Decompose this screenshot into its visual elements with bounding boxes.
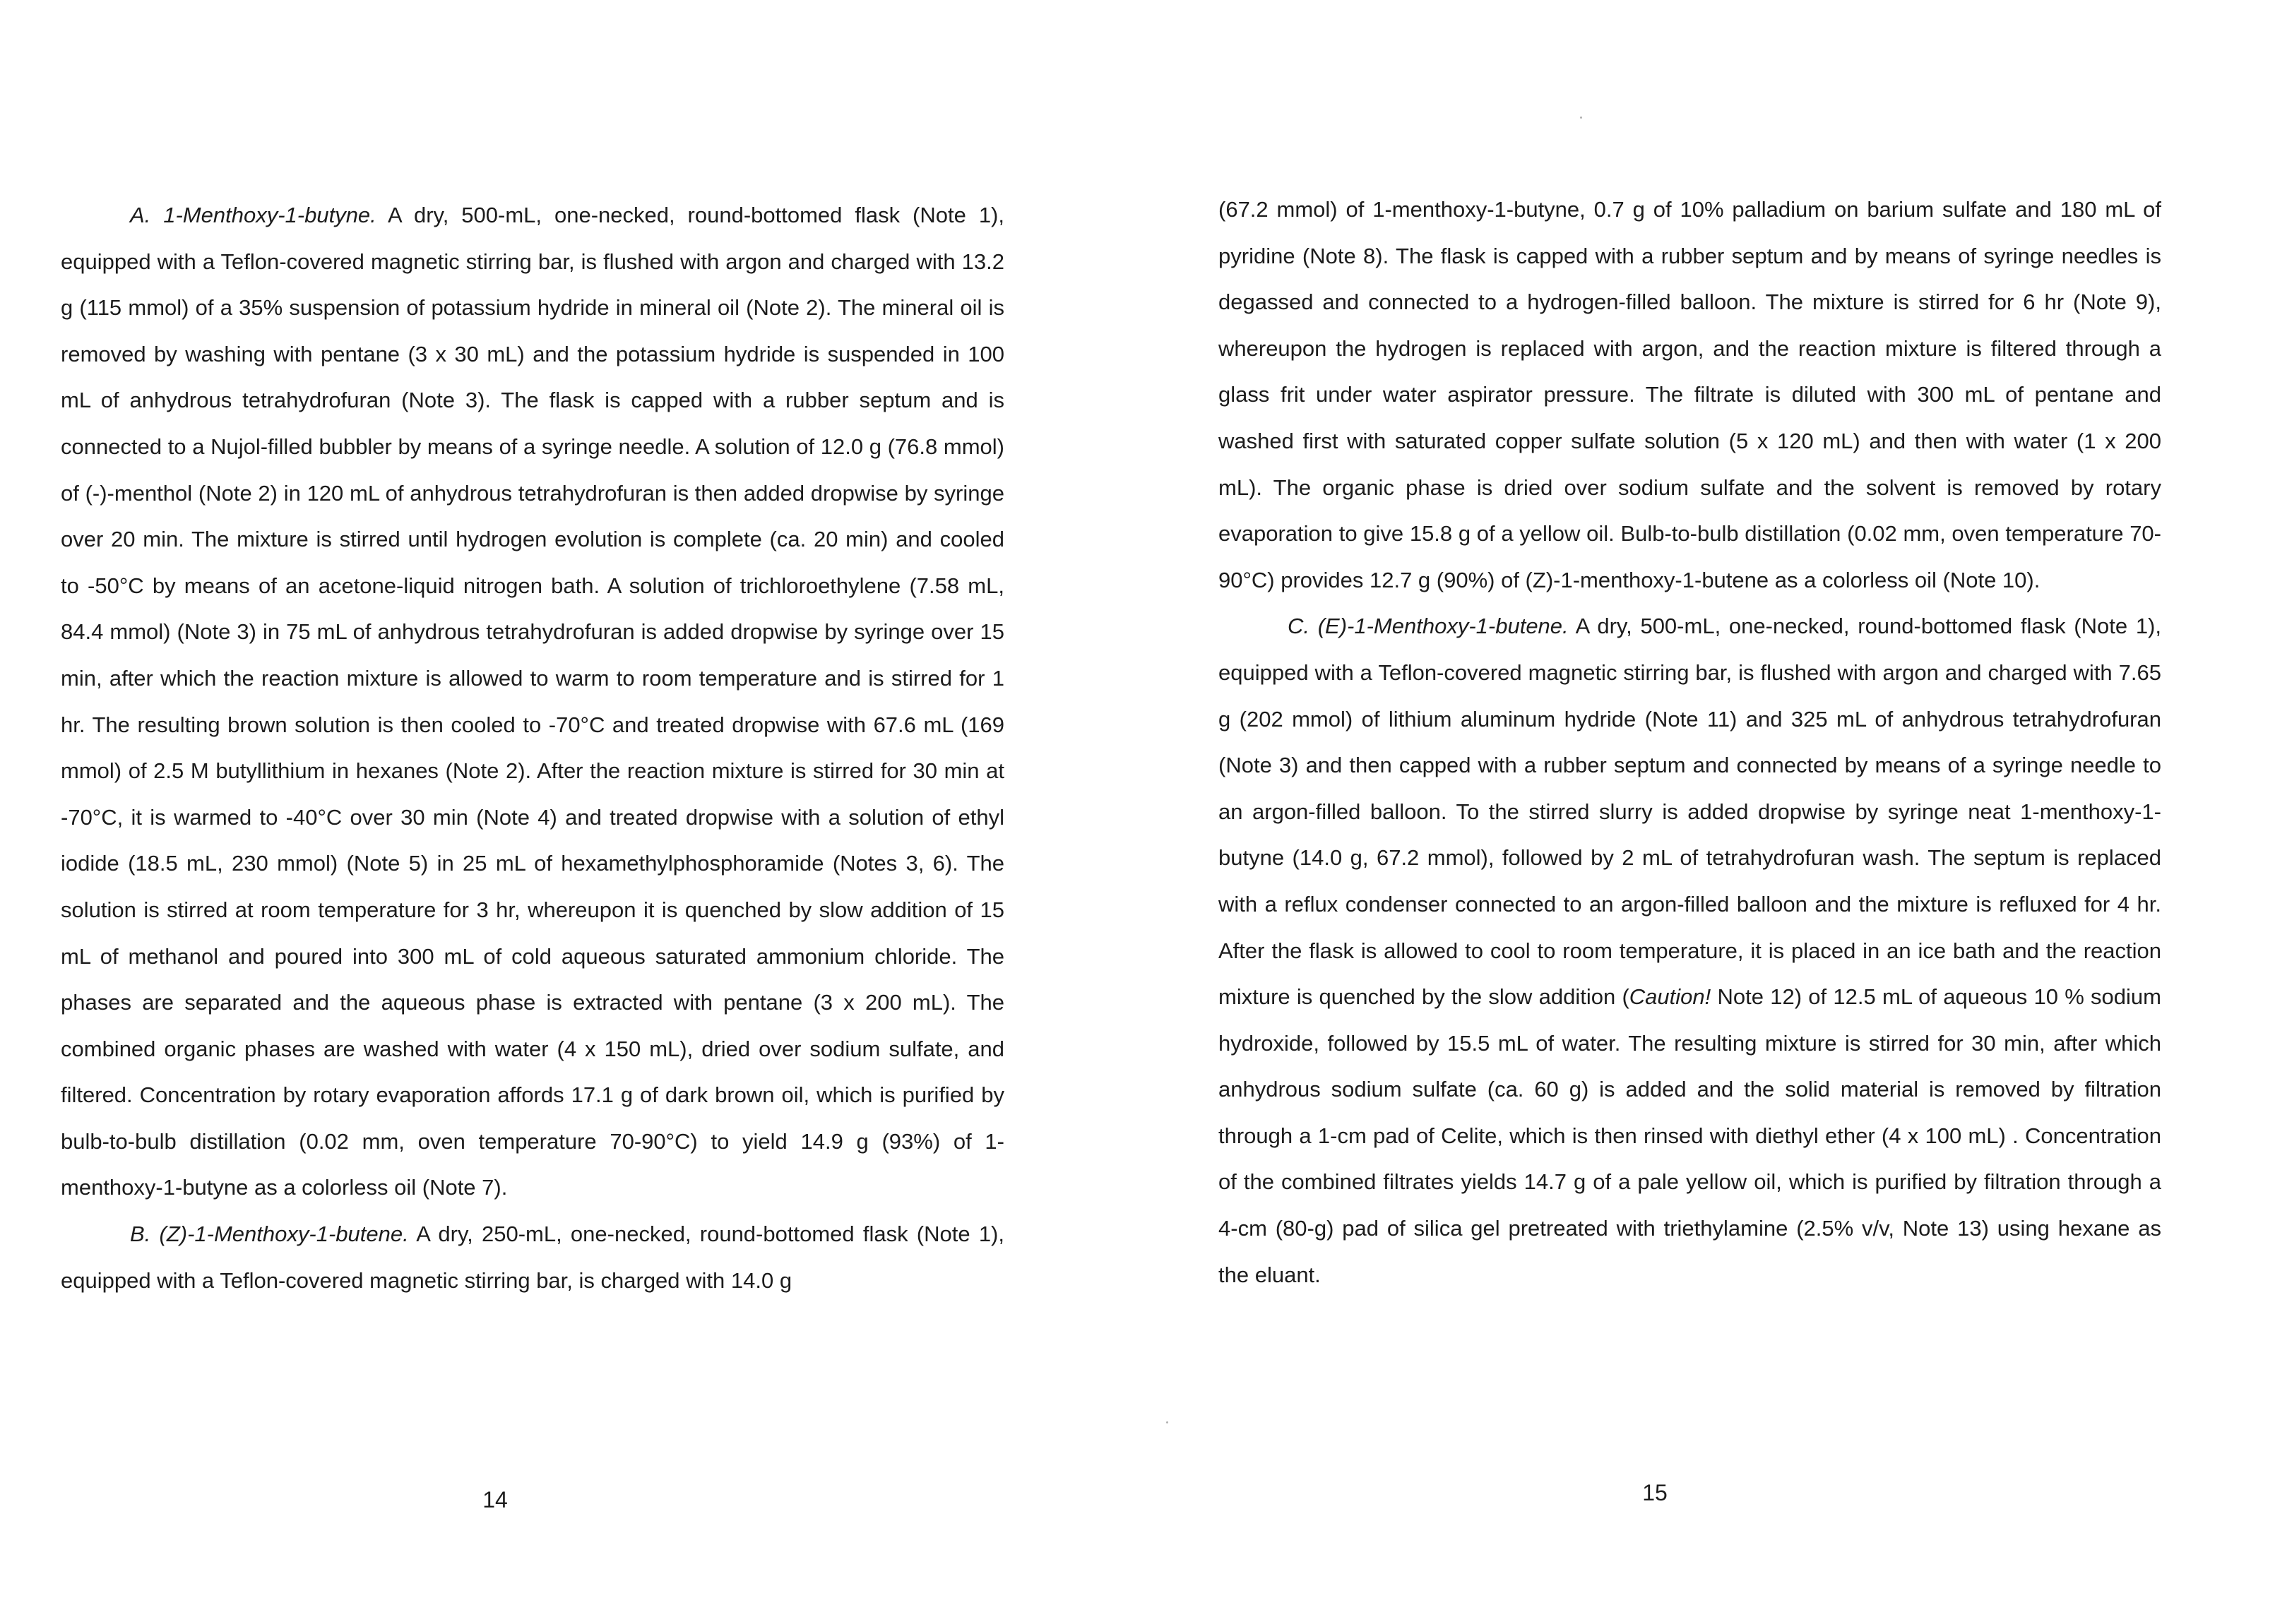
left-page-text bbox=[61, 192, 1004, 1303]
section-c-body-part1: A dry, 500-mL, one-necked, round-bottomed flask (Note 1), equipped with a Teflon-covered magnetic stirring bar, is flushed with argon and charged with 7.65 g (202 mmol) of lithium aluminum hydride (Note 11) and 325 mL of anhydrous tetrahydrofuran (Note 3) and then capped with a rubber septum and connected by means of a syringe needle to an argon-filled balloon. To the stirred slurry is added dropwise by syringe neat 1-menthoxy-1-butyne (14.0 g, 67.2 mmol), followed by 2 mL of tetrahydrofuran wash. The septum is replaced with a reflux condenser connected to an argon-filled balloon and the mixture is refluxed for 4 hr. After the flask is allowed to cool to room temperature, it is placed in an ice bath and the reaction mixture is quenched by the slow addition ( bbox=[1218, 614, 2161, 1010]
section-c-paragraph bbox=[1218, 603, 2161, 1298]
section-a-title: A. 1-Menthoxy-1-butyne. bbox=[130, 203, 376, 227]
page-number-left: 14 bbox=[482, 1487, 508, 1512]
section-b-continuation: (67.2 mmol) of 1-menthoxy-1-butyne, 0.7 g of 10% palladium on barium sulfate and 180 mL of pyridine (Note 8). The flask is capped with a rubber septum and by means of syringe needles is degassed and connected to a hydrogen-filled balloon. The mixture is stirred for 6 hr (Note 9), whereupon the hydrogen is replaced with argon, and the reaction mixture is filtered through a glass frit under water aspirator pressure. The filtrate is diluted with 300 mL of pentane and washed first with saturated copper sulfate solution (5 x 120 mL) and then with water (1 x 200 mL). The organic phase is dried over sodium sulfate and the solvent is removed by rotary evaporation to give 15.8 g of a yellow oil. Bulb-to-bulb distillation (0.02 mm, oven temperature 70-90°C) provides 12.7 g (90%) of (Z)-1-menthoxy-1-butene as a colorless oil (Note 10). bbox=[1218, 197, 2161, 592]
page-number-right: 15 bbox=[1642, 1480, 1668, 1505]
right-page bbox=[1137, 0, 2275, 1624]
section-c-title: C. (E)-1-Menthoxy-1-butene. bbox=[1288, 614, 1569, 639]
section-b-paragraph bbox=[61, 1211, 1004, 1303]
section-b-title: B. (Z)-1-Menthoxy-1-butene. bbox=[130, 1222, 409, 1247]
section-a-body: A dry, 500-mL, one-necked, round-bottomed flask (Note 1), equipped with a Teflon-covered magnetic stirring bar, is flushed with argon and charged with 13.2 g (115 mmol) of a 35% suspension of potassium hydride in mineral oil (Note 2). The mineral oil is removed by washing with pentane (3 x 30 mL) and the potassium hydride is suspended in 100 mL of anhydrous tetrahydrofuran (Note 3). The flask is capped with a rubber septum and is connected to a Nujol-filled bubbler by means of a syringe needle. A solution of 12.0 g (76.8 mmol) of (-)-menthol (Note 2) in 120 mL of anhydrous tetrahydrofuran is then added dropwise by syringe over 20 min. The mixture is stirred until hydrogen evolution is complete (ca. 20 min) and cooled to -50°C by means of an acetone-liquid nitrogen bath. A solution of trichloroethylene (7.58 mL, 84.4 mmol) (Note 3) in 75 mL of anhydrous tetrahydrofuran is added dropwise by syringe over 15 min, after which the reaction mixture is allowed to warm to room temperature and is stirred for 1 hr. The resulting brown solution is then cooled to -70°C and treated dropwise with 67.6 mL (169 mmol) of 2.5 M butyllithium in hexanes (Note 2). After the reaction mixture is stirred for 30 min at -70°C, it is warmed to -40°C over 30 min (Note 4) and treated dropwise with a solution of ethyl iodide (18.5 mL, 230 mmol) (Note 5) in 25 mL of hexamethylphosphoramide (Notes 3, 6). The solution is stirred at room temperature for 3 hr, whereupon it is quenched by slow addition of 15 mL of methanol and poured into 300 mL of cold aqueous saturated ammonium chloride. The phases are separated and the aqueous phase is extracted with pentane (3 x 200 mL). The combined organic phases are washed with water (4 x 150 mL), dried over sodium sulfate, and filtered. Concentration by rotary evaporation affords 17.1 g of dark brown oil, which is purified by bulb-to-bulb distillation (0.02 mm, oven temperature 70-90°C) to yield 14.9 g (93%) of 1-menthoxy-1-butyne as a colorless oil (Note 7). bbox=[61, 203, 1004, 1200]
right-page-text bbox=[1218, 186, 2161, 1298]
scan-speck bbox=[1580, 117, 1582, 119]
section-a-paragraph bbox=[61, 192, 1004, 1211]
section-c-body-part2: Note 12) of 12.5 mL of aqueous 10 % sodium hydroxide, followed by 15.5 mL of water. The resulting mixture is stirred for 30 min, after which anhydrous sodium sulfate (ca. 60 g) is added and the solid material is removed by filtration through a 1-cm pad of Celite, which is then rinsed with diethyl ether (4 x 100 mL) . Concentration of the combined filtrates yields 14.7 g of a pale yellow oil, which is purified by filtration through a 4-cm (80-g) pad of silica gel pretreated with triethylamine (2.5% v/v, Note 13) using hexane as the eluant. bbox=[1218, 984, 2161, 1287]
caution-note: Caution! bbox=[1629, 984, 1711, 1010]
left-page bbox=[0, 0, 1130, 1624]
section-b-body: A dry, 250-mL, one-necked, round-bottomed flask (Note 1), equipped with a Teflon-covered magnetic stirring bar, is charged with 14.0 g bbox=[61, 1222, 1004, 1293]
